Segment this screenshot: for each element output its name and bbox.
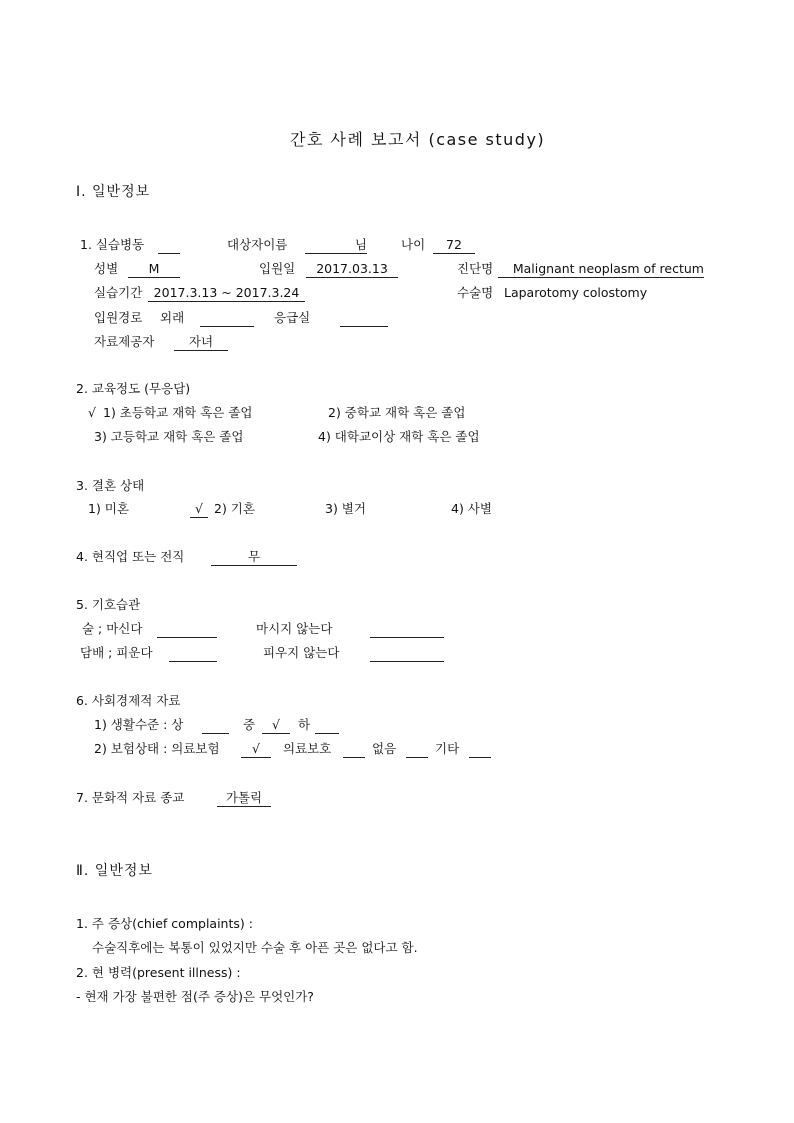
medical-aid-field[interactable]	[343, 741, 365, 758]
marital-status-label: 3. 결혼 상태	[76, 478, 145, 493]
outpatient-label: 외래	[160, 310, 185, 325]
ward-value	[158, 237, 180, 254]
insurance-field[interactable]	[241, 741, 271, 758]
outpatient-option[interactable]	[200, 310, 254, 327]
insurance-label: 2) 보험상태 : 의료보험	[94, 741, 220, 756]
diagnosis-field[interactable]	[498, 261, 704, 278]
medical-aid-label: 의료보호	[283, 741, 332, 756]
present-illness-label: 2. 현 병력(present illness) :	[76, 965, 241, 980]
provider-field[interactable]	[174, 334, 228, 351]
living-low-field[interactable]	[315, 717, 339, 734]
surgery-value: Laparotomy colostomy	[504, 285, 648, 300]
diagnosis-value: Malignant neoplasm of rectum	[498, 261, 704, 278]
marital-check-mark: √	[190, 501, 208, 518]
insurance-none-field[interactable]	[406, 741, 428, 758]
chief-complaints-label: 1. 주 증상(chief complaints) :	[76, 916, 253, 931]
er-label: 응급실	[274, 310, 311, 325]
page-title: 간호 사례 보고서 (case study)	[290, 130, 546, 149]
education-option-4[interactable]: 4) 대학교이상 재학 혹은 졸업	[318, 429, 480, 444]
living-mid-check: √	[262, 717, 290, 734]
occupation-field[interactable]	[211, 549, 297, 566]
living-low-label: 하	[298, 717, 311, 732]
age-label: 나이	[401, 237, 426, 252]
religion-field[interactable]	[217, 790, 271, 807]
chief-complaints-text: 수술직후에는 복통이 있었지만 수술 후 아픈 곳은 없다고 함.	[92, 940, 418, 955]
admission-date-label: 입원일	[259, 261, 296, 276]
provider-label: 자료제공자	[94, 334, 155, 349]
living-mid-field[interactable]	[262, 717, 290, 734]
period-value: 2017.3.13 ~ 2017.3.24	[148, 285, 305, 302]
religion-value: 가톨릭	[217, 790, 271, 807]
ward-field[interactable]	[158, 237, 180, 254]
age-field[interactable]	[433, 237, 475, 254]
smoke-yes-label: 담배 ; 피운다	[80, 645, 153, 660]
patient-name-field[interactable]	[305, 237, 367, 254]
education-option-1[interactable]: 1) 초등학교 재학 혹은 졸업	[103, 405, 253, 420]
period-label: 실습기간	[94, 285, 143, 300]
insurance-other-field[interactable]	[469, 741, 491, 758]
section-heading-general-info: Ⅰ. 일반정보	[76, 184, 151, 200]
period-field[interactable]	[148, 285, 305, 302]
marital-option-3[interactable]: 3) 별거	[325, 501, 366, 516]
occupation-value: 무	[211, 549, 297, 566]
marital-option-1[interactable]: 1) 미혼	[88, 501, 129, 516]
marital-option-2[interactable]: 2) 기혼	[214, 501, 255, 516]
occupation-label: 4. 현직업 또는 전직	[76, 549, 185, 564]
education-check-mark: √	[88, 405, 96, 420]
habits-label: 5. 기호습관	[76, 597, 141, 612]
section-heading-2: Ⅱ. 일반정보	[76, 863, 153, 879]
living-high-field[interactable]	[202, 717, 229, 734]
smoke-no-field[interactable]	[370, 645, 444, 662]
sex-label: 성별	[94, 261, 119, 276]
education-label: 2. 교육정도 (무응답)	[76, 381, 191, 396]
route-label: 입원경로	[94, 310, 143, 325]
patient-name-label: 대상자이름	[227, 237, 288, 252]
sex-field[interactable]	[128, 261, 180, 278]
alcohol-no-label: 마시지 않는다	[256, 621, 333, 636]
insurance-none-label: 없음	[372, 741, 397, 756]
education-option-2[interactable]: 2) 중학교 재학 혹은 졸업	[328, 405, 466, 420]
alcohol-yes-label: 술 ; 마신다	[82, 621, 143, 636]
marital-check-field[interactable]	[190, 501, 208, 518]
er-option[interactable]	[340, 310, 388, 327]
education-option-3[interactable]: 3) 고등학교 재학 혹은 졸업	[94, 429, 244, 444]
socioeconomic-label: 6. 사회경제적 자료	[76, 693, 181, 708]
age-value: 72	[433, 237, 475, 254]
admission-date-field[interactable]	[306, 261, 398, 278]
alcohol-no-field[interactable]	[370, 621, 444, 638]
patient-name-suffix: 님	[305, 237, 367, 254]
diagnosis-label: 진단명	[457, 261, 494, 276]
smoke-yes-field[interactable]	[169, 645, 217, 662]
religion-label: 7. 문화적 자료 종교	[76, 790, 185, 805]
marital-option-4[interactable]: 4) 사별	[451, 501, 492, 516]
ward-label: 1. 실습병동	[80, 237, 145, 252]
living-mid-label: 중	[243, 717, 256, 732]
provider-value: 자녀	[174, 334, 228, 351]
admission-date-value: 2017.03.13	[306, 261, 398, 278]
insurance-other-label: 기타	[435, 741, 460, 756]
alcohol-yes-field[interactable]	[157, 621, 217, 638]
living-standard-label: 1) 생활수준 : 상	[94, 717, 184, 732]
insurance-check: √	[241, 741, 271, 758]
surgery-label: 수술명	[457, 285, 494, 300]
sex-value: M	[128, 261, 180, 278]
present-illness-question: - 현재 가장 불편한 점(주 증상)은 무엇인가?	[76, 989, 314, 1004]
smoke-no-label: 피우지 않는다	[263, 645, 340, 660]
